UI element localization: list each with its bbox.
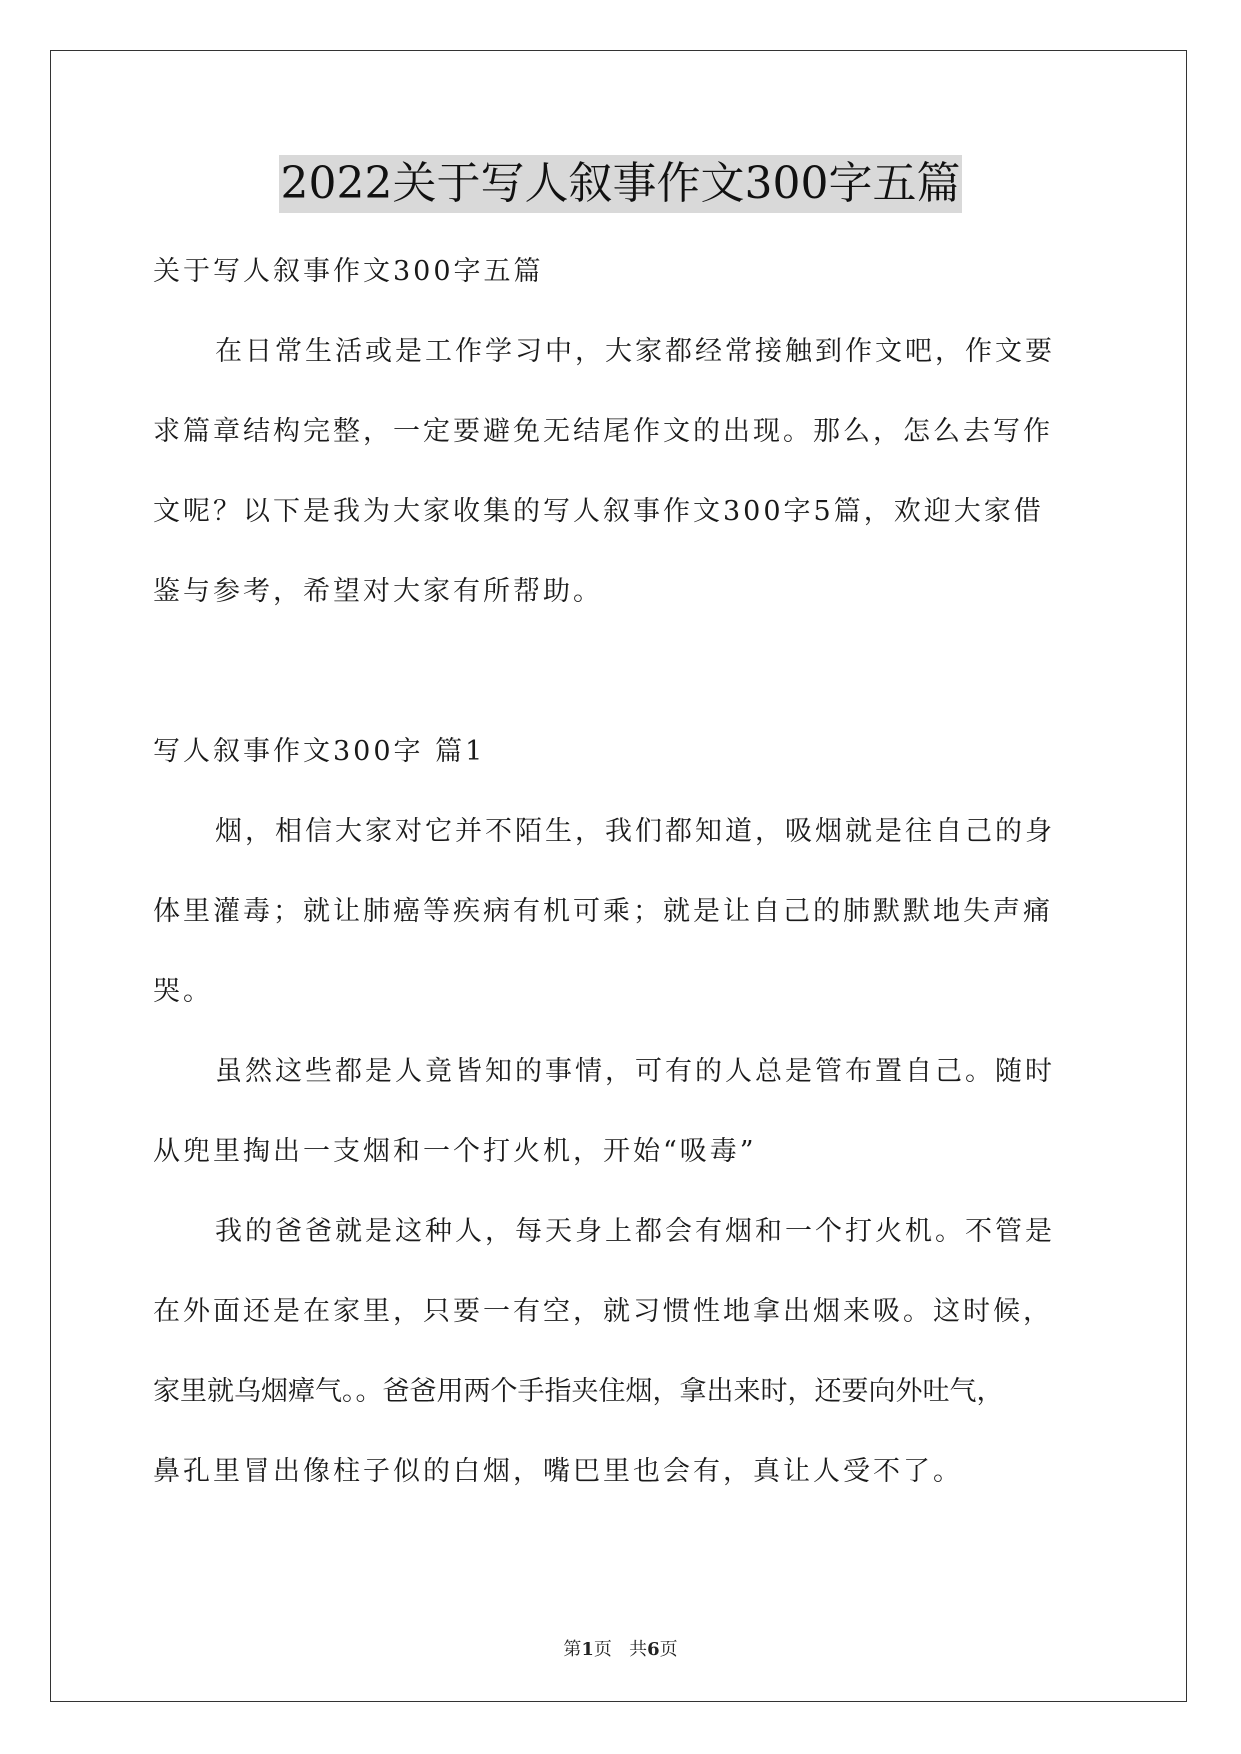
body-paragraph (153, 792, 1093, 1032)
footer-mid: 页 共 (593, 1639, 648, 1660)
page-number-total: 6 (647, 1639, 660, 1660)
page-footer (0, 1635, 1241, 1661)
body-paragraph (153, 1032, 1093, 1192)
paragraph-line: 在日常生活或是工作学习中，大家都经常接触到作文吧，作文要 (215, 336, 1055, 367)
paragraph-line: 从兜里掏出一支烟和一个打火机，开始“吸毒” (153, 1136, 757, 1167)
paragraph-line: 鉴与参考，希望对大家有所帮助。 (153, 576, 603, 607)
paragraph-line: 哭。 (153, 976, 213, 1007)
paragraph-line: 烟，相信大家对它并不陌生，我们都知道，吸烟就是往自己的身 (215, 816, 1055, 847)
title-container (0, 155, 1241, 213)
paragraph-line: 鼻孔里冒出像柱子似的白烟，嘴巴里也会有，真让人受不了。 (153, 1456, 963, 1487)
paragraph-line: 求篇章结构完整，一定要避免无结尾作文的出现。那么，怎么去写作 (153, 416, 1053, 447)
paragraph-line: 家里就乌烟瘴气。。爸爸用两个手指夹住烟，拿出来时，还要向外吐气， (153, 1376, 1004, 1407)
page-number-current: 1 (581, 1639, 594, 1660)
footer-suffix: 页 (659, 1639, 678, 1660)
document-title: 2022关于写人叙事作文300字五篇 (279, 155, 963, 213)
body-paragraph (153, 1192, 1093, 1512)
document-subtitle: 关于写人叙事作文300字五篇 (153, 256, 544, 287)
paragraph-line: 我的爸爸就是这种人，每天身上都会有烟和一个打火机。不管是 (215, 1216, 1055, 1247)
document-body (153, 232, 1093, 1512)
intro-paragraph (153, 312, 1093, 632)
paragraph-line: 在外面还是在家里，只要一有空，就习惯性地拿出烟来吸。这时候， (153, 1296, 1053, 1327)
paragraph-line: 体里灌毒；就让肺癌等疾病有机可乘；就是让自己的肺默默地失声痛 (153, 896, 1053, 927)
paragraph-line: 虽然这些都是人竟皆知的事情，可有的人总是管布置自己。随时 (215, 1056, 1055, 1087)
paragraph-line: 文呢？以下是我为大家收集的写人叙事作文300字5篇，欢迎大家借 (153, 496, 1044, 527)
section-heading: 写人叙事作文300字 篇1 (153, 736, 486, 767)
footer-prefix: 第 (563, 1639, 582, 1660)
spacer (153, 632, 1093, 712)
